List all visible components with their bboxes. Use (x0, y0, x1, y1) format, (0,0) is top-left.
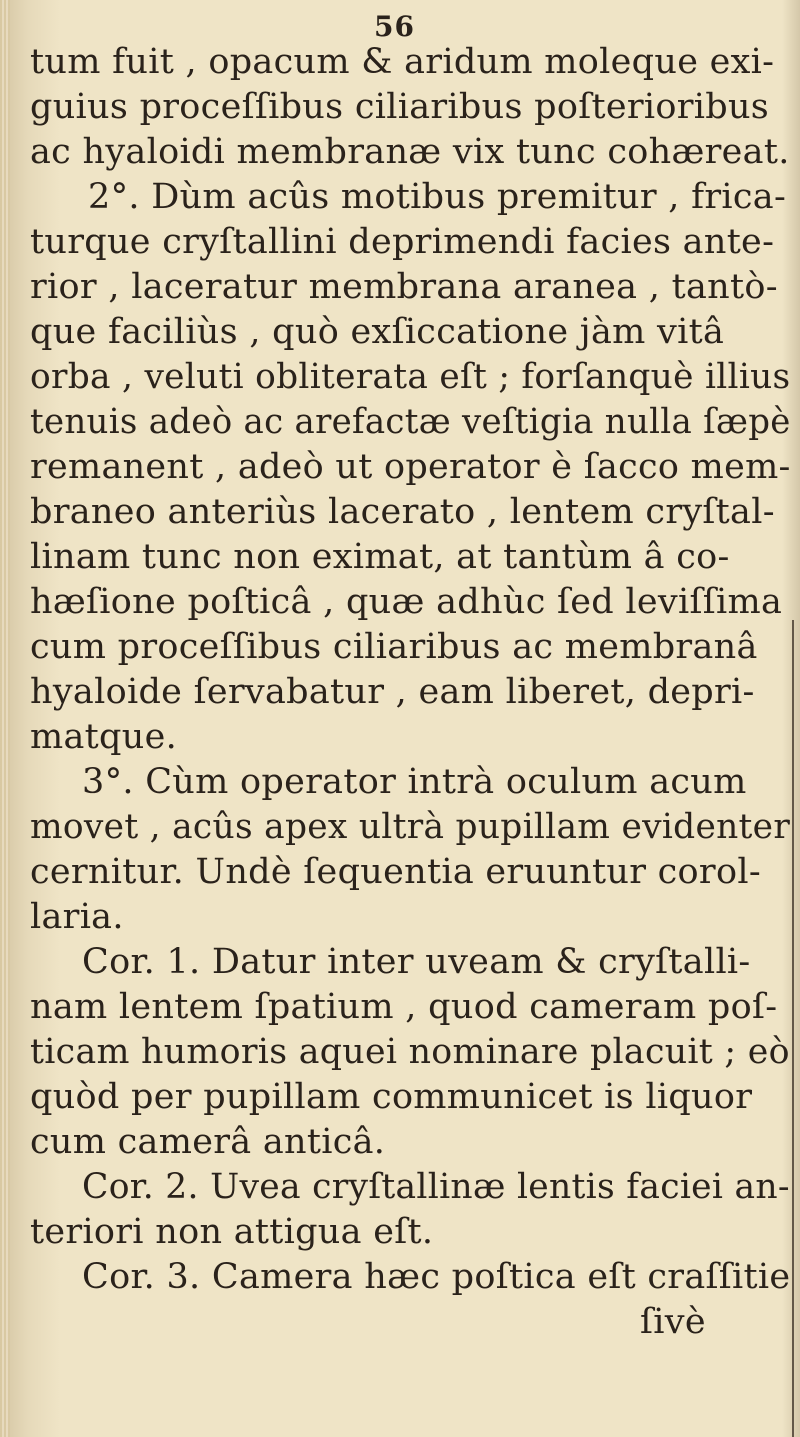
right-margin-rule (792, 620, 794, 1437)
text-line: quòd per pupillam communicet is liquor (30, 1077, 753, 1117)
text-line: matque. (30, 717, 178, 757)
text-line: braneo anteriùs lacerato , lentem cryſtal- (30, 492, 775, 532)
text-line: tenuis adeò ac arefactæ veſtigia nulla ſæpè (30, 402, 791, 442)
text-line: remanent , adeò ut operator è ſacco mem- (30, 447, 791, 487)
text-line: turque cryſtallini deprimendi facies ante- (30, 222, 775, 262)
text-line: cum proceſſibus ciliaribus ac membranâ (30, 627, 758, 667)
text-line: ticam humoris aquei nominare placuit ; eò (30, 1032, 790, 1072)
text-line: orba , veluti obliterata eſt ; forſanquè illius (30, 357, 791, 397)
text-line: linam tunc non eximat, at tantùm â co- (30, 537, 730, 577)
text-line: hyaloide ſervabatur , eam liberet, depri- (30, 672, 755, 712)
page-number: 56 (374, 10, 415, 43)
text-line: laria. (30, 897, 124, 937)
page-gutter-edge (0, 0, 10, 1437)
text-line: rior , laceratur membrana aranea , tantò- (30, 267, 778, 307)
text-line: ſivè (640, 1302, 706, 1342)
text-line: Cor. 1. Datur inter uveam & cryſtalli- (82, 942, 751, 982)
text-line: Cor. 2. Uvea cryſtallinæ lentis faciei an- (82, 1167, 790, 1207)
text-line: 2°. Dùm acûs motibus premitur , frica- (88, 177, 787, 217)
text-line: cernitur. Undè ſequentia eruuntur corol- (30, 852, 761, 892)
text-line: guius proceſſibus ciliaribus poſterioribus (30, 87, 770, 127)
text-line: Cor. 3. Camera hæc poſtica eſt craſſitie (82, 1257, 791, 1297)
text-line: tum fuit , opacum & aridum moleque exi- (30, 42, 775, 82)
text-line: movet , acûs apex ultrà pupillam evidenter (30, 807, 791, 847)
text-line: hæſione poſticâ , quæ adhùc ſed leviſſima (30, 582, 783, 622)
text-line: cum camerâ anticâ. (30, 1122, 386, 1162)
text-line: nam lentem ſpatium , quod cameram poſ- (30, 987, 778, 1027)
text-line: que faciliùs , quò exſiccatione jàm vitâ (30, 312, 725, 352)
text-line: teriori non attigua eſt. (30, 1212, 434, 1252)
text-line: 3°. Cùm operator intrà oculum acum (82, 762, 747, 802)
text-line: ac hyaloidi membranæ vix tunc cohæreat. (30, 132, 790, 172)
